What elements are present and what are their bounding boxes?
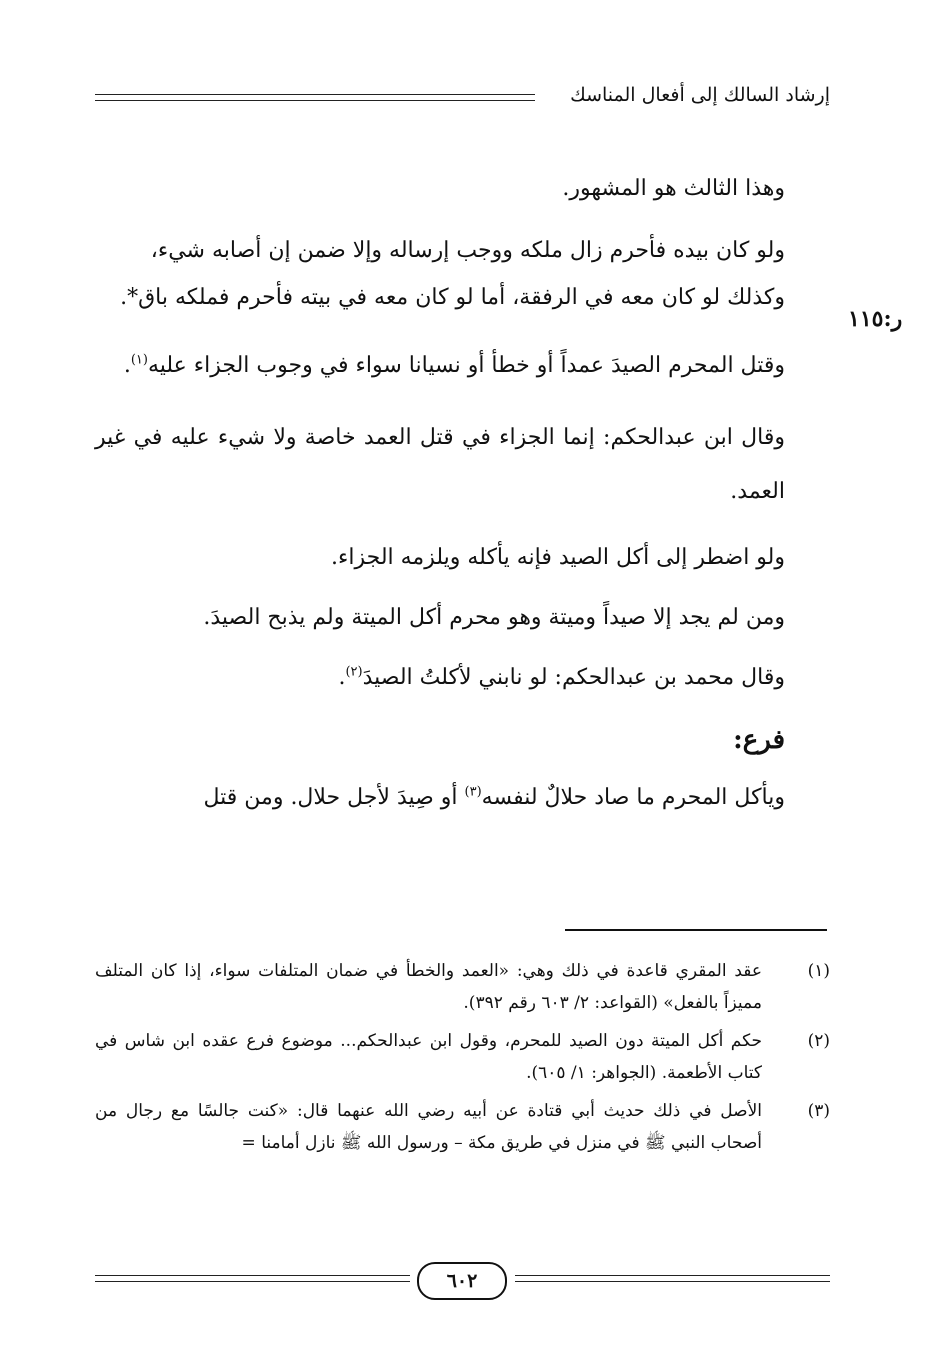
footnote-text: حكم أكل الميتة دون الصيد للمحرم، وقول ابن عبدالحكم... موضوع فرع عقده ابن شاس في كتاب الأطعمة. (الجواهر: ١/ ٦٠٥). [95, 1031, 762, 1083]
paragraph-7 [95, 661, 785, 695]
paragraph-3-end: . [123, 353, 131, 378]
paragraph-2-line-1: ولو كان بيده فأحرم زال ملكه ووجب إرساله وإلا ضمن إن أصابه شيء، [150, 238, 785, 263]
margin-reference: ر:١١٥ [848, 306, 903, 332]
paragraph-3-text: وقتل المحرم الصيدَ عمداً أو خطأ أو نسيانا سواء في وجوب الجزاء عليه [147, 353, 785, 378]
paragraph-8-text-a: ويأكل المحرم ما صاد حلالٌ لنفسه [481, 785, 785, 810]
footer-rule-right [515, 1275, 830, 1282]
footnote-text: عقد المقري قاعدة في ذلك وهي: «العمد والخطأ في ضمان المتلفات سواء، إذا كان المتلف مميزاً بالفعل» (القواعد: ٢/ ٦٠٣ رقم ٣٩٢). [95, 961, 762, 1013]
footnote-3 [95, 1095, 830, 1159]
main-text [95, 172, 785, 815]
paragraph-2-line-2: وكذلك لو كان معه في الرفقة، أما لو كان معه في بيته فأحرم فملكه باق*. [120, 285, 785, 310]
footnote-ref-2[interactable]: (٢) [345, 664, 363, 680]
header-rule [95, 94, 535, 101]
footnote-separator [565, 929, 827, 931]
section-heading: فرع: [733, 725, 785, 755]
paragraph-3 [95, 343, 785, 389]
footer-rule-left [95, 1275, 410, 1282]
footnote-number: (١) [807, 961, 830, 981]
footnote-1 [95, 955, 830, 1019]
page-footer [95, 1262, 830, 1302]
footnotes [95, 955, 830, 1165]
paragraph-7-text: وقال محمد بن عبدالحكم: لو نابني لأكلتُ الصيدَ [362, 665, 785, 690]
paragraph-8-text-b: أو صِيدَ لأجل حلال. ومن قتل [203, 785, 465, 810]
footnote-number: (٣) [807, 1101, 830, 1121]
footnote-ref-3[interactable]: (٣) [464, 784, 482, 800]
running-header [95, 84, 830, 114]
paragraph-7-end: . [338, 665, 346, 690]
paragraph-4: وقال ابن عبدالحكم: إنما الجزاء في قتل العمد خاصة ولا شيء عليه في غير العمد. [95, 425, 785, 504]
footnote-2 [95, 1025, 830, 1089]
paragraph-8 [95, 781, 785, 815]
page-number: ٦٠٢ [417, 1262, 507, 1300]
footnote-number: (٢) [807, 1031, 830, 1051]
paragraph-1: وهذا الثالث هو المشهور. [562, 176, 785, 201]
footnote-text: الأصل في ذلك حديث أبي قتادة عن أبيه رضي الله عنهما قال: «كنت جالسًا مع رجال من أصحاب النبي ﷺ في منزل في طريق مكة – ورسول الله ﷺ نازل أمامنا = [95, 1101, 762, 1153]
running-title: إرشاد السالك إلى أفعال المناسك [570, 84, 830, 106]
paragraph-6: ومن لم يجد إلا صيداً وميتة وهو محرم أكل الميتة ولم يذبح الصيدَ. [203, 605, 785, 630]
footnote-ref-1[interactable]: (١) [130, 352, 148, 368]
paragraph-5: ولو اضطر إلى أكل الصيد فإنه يأكله ويلزمه الجزاء. [331, 545, 785, 570]
